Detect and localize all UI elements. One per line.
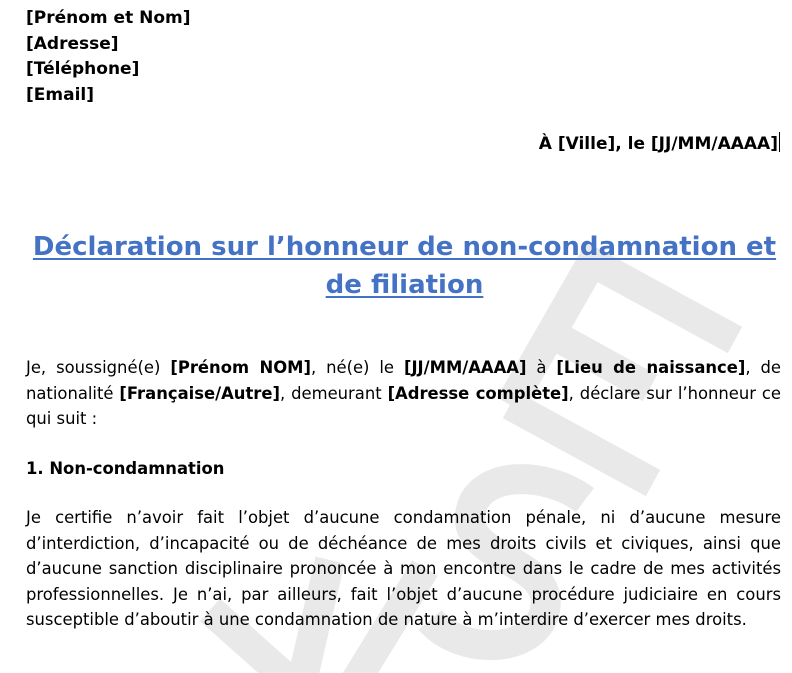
intro-text-3: à xyxy=(526,358,557,377)
sender-name: [Prénom et Nom] xyxy=(26,8,191,28)
intro-text-2: , né(e) le xyxy=(310,358,404,377)
intro-placeholder-name: [Prénom NOM] xyxy=(170,358,311,377)
intro-text-4: , de nationalité xyxy=(26,358,782,403)
place-date-text: À [Ville], le [JJ/MM/AAAA] xyxy=(538,134,778,154)
intro-text-5: , demeurant xyxy=(280,383,388,403)
document-title: Déclaration sur l’honneur de non-condamnation et de filiation xyxy=(32,232,777,300)
place-date-line[interactable] xyxy=(539,131,780,157)
intro-placeholder-birthdate: [JJ/MM/AAAA] xyxy=(403,358,527,377)
intro-paragraph xyxy=(26,355,781,432)
sender-address: [Adresse] xyxy=(26,33,119,54)
intro-placeholder-birthplace: [Lieu de naissance] xyxy=(556,358,746,377)
sender-block xyxy=(26,6,191,108)
intro-placeholder-nationality: [Française/Autre] xyxy=(119,383,280,403)
intro-text-6: , déclare sur l’honneur ce qui suit : xyxy=(26,383,782,428)
intro-text-1: Je, soussigné(e) xyxy=(26,358,171,377)
section-heading-non-condamnation: 1. Non-condamnation xyxy=(26,459,225,478)
text-cursor xyxy=(779,132,780,152)
intro-placeholder-address: [Adresse complète] xyxy=(387,383,569,403)
section-body-non-condamnation: Je certifie n’avoir fait l’objet d’aucune condamnation pénale, ni d’aucune mesure d’interdiction, d’incapacité ou de déchéance de mes droits civils et civiques, ainsi que d’aucune sanction disciplinaire prononcée à mon encontre dans le cadre de mes activités professionnelles. Je n’ai, par ailleurs, fait l’objet d’aucune procédure judiciaire en cours susceptible d’aboutir à une condamnation de nature à m’interdire d’exercer mes droits. xyxy=(26,508,781,629)
sender-email: [Email] xyxy=(26,84,94,105)
sender-phone: [Téléphone] xyxy=(26,59,140,79)
